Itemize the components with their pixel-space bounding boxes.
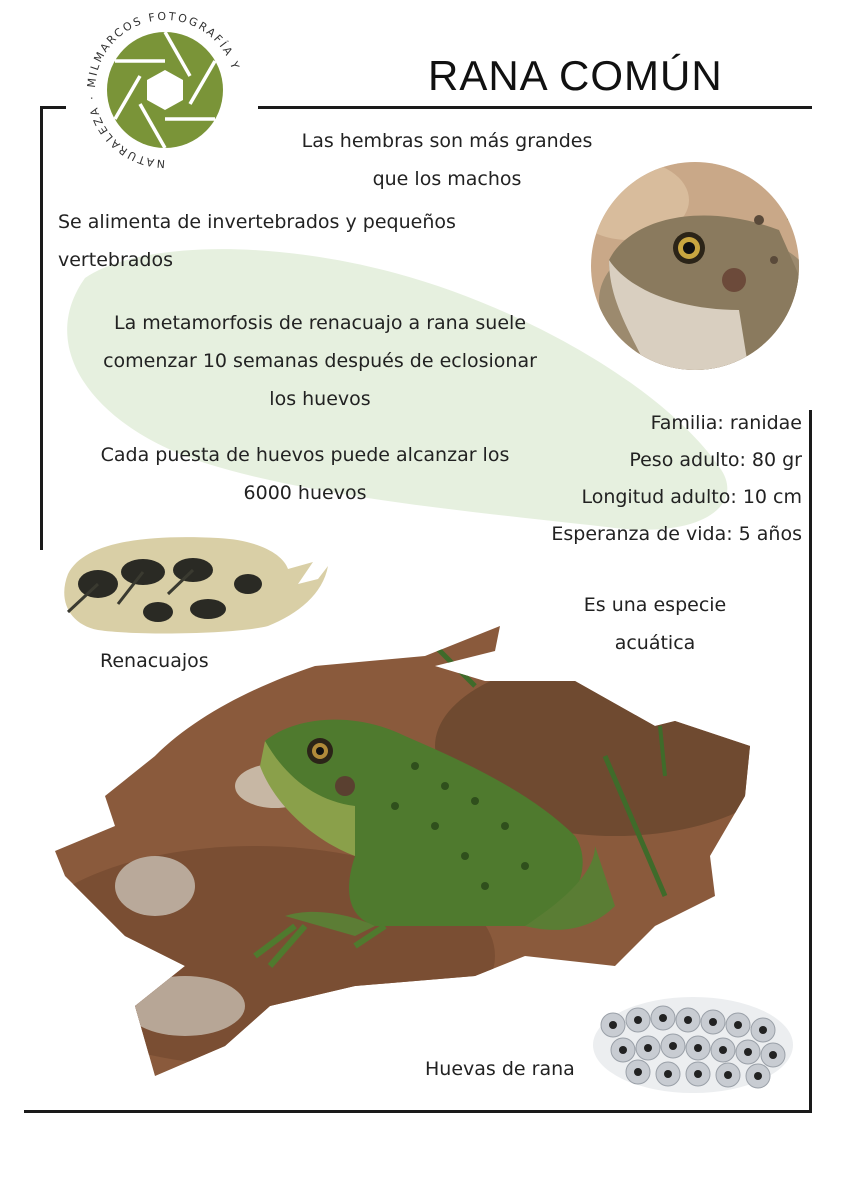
fact-diet: Se alimenta de invertebrados y pequeños vertebrados <box>58 211 456 271</box>
fact-metamorphosis: La metamorfosis de renacuajo a rana suele comenzar 10 semanas después de eclosionar los huevos <box>103 312 537 410</box>
stat-length: Longitud adulto: 10 cm <box>581 486 802 508</box>
fact-females: Las hembras son más grandes que los machos <box>301 130 593 190</box>
caption-frog-eggs: Huevas de rana <box>425 1058 575 1080</box>
left-rule <box>40 106 43 550</box>
top-rule-left <box>40 106 66 109</box>
tadpoles-photo <box>58 534 330 638</box>
page-title: RANA COMÚN <box>428 52 723 99</box>
fact-eggs: Cada puesta de huevos puede alcanzar los 6000 huevos <box>100 444 510 504</box>
bottom-rule <box>24 1110 812 1113</box>
caption-tadpoles: Renacuajos <box>100 650 209 672</box>
top-rule-right <box>258 106 812 109</box>
frog-head-photo <box>589 160 801 372</box>
right-rule <box>809 410 812 1112</box>
fact-aquatic: Es una especie acuática <box>583 594 727 654</box>
logo-ring-text: NATURALEZA · MILMARCOS FOTOGRAFÍA Y <box>84 9 243 171</box>
logo <box>72 8 258 176</box>
stat-weight: Peso adulto: 80 gr <box>629 449 802 471</box>
frog-eggs-photo <box>588 990 798 1100</box>
stat-lifespan: Esperanza de vida: 5 años <box>551 523 802 545</box>
stat-family: Familia: ranidae <box>650 412 802 434</box>
stats-list <box>470 405 802 553</box>
